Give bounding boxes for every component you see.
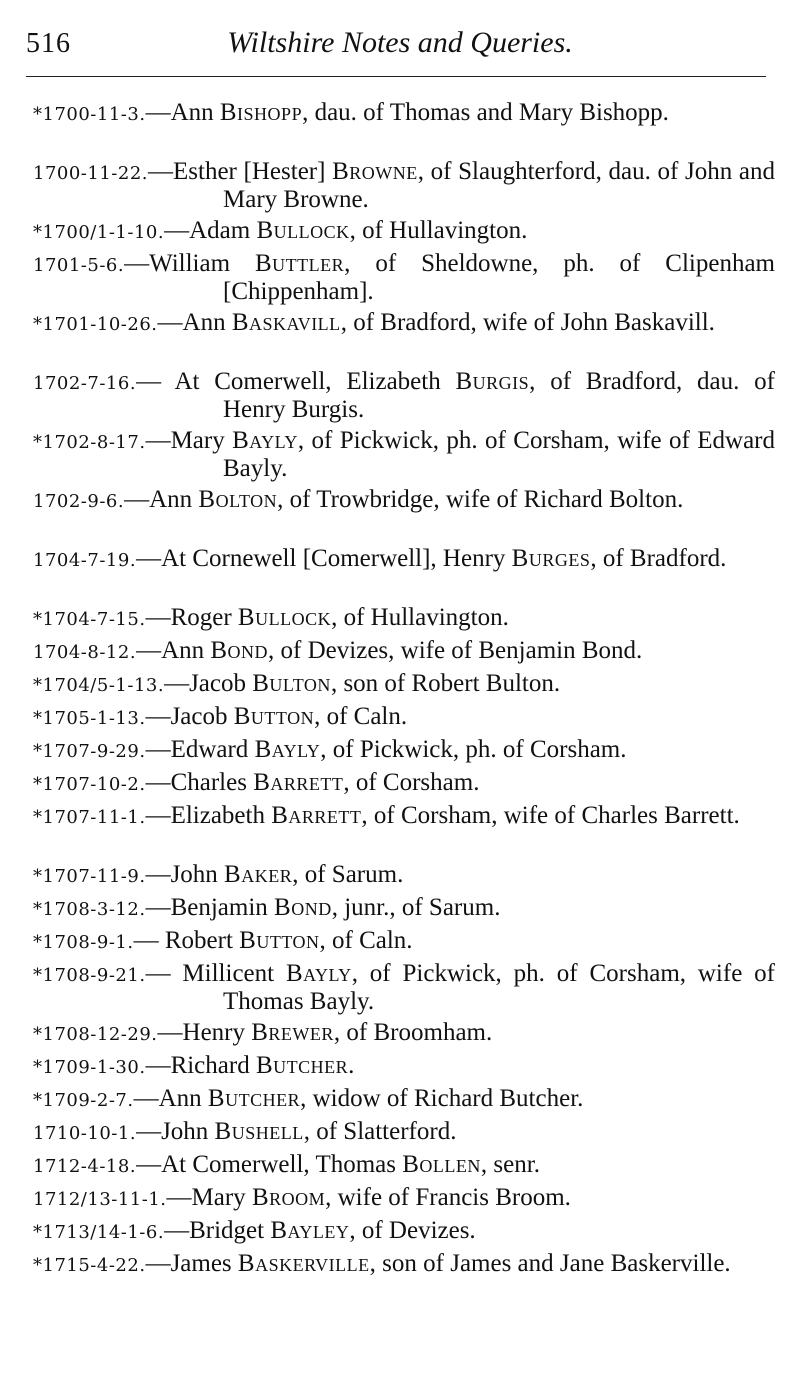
entry-surname: Buttler bbox=[254, 250, 345, 277]
entry-detail: , son of James and Jane Baskerville. bbox=[369, 1250, 731, 1277]
running-title: Wiltshire Notes and Queries. bbox=[227, 26, 573, 59]
entry-prefix: —Ann bbox=[136, 637, 211, 664]
entry-prefix: —John bbox=[145, 861, 225, 888]
entry-surname: Bulton bbox=[252, 670, 331, 697]
entry-date: *1704/5-1-13. bbox=[33, 675, 165, 696]
entry-prefix: —Roger bbox=[145, 604, 238, 631]
entry-surname: Bullock bbox=[237, 604, 332, 631]
entry bbox=[33, 704, 775, 730]
entry-date: *1708-12-29. bbox=[33, 1024, 158, 1045]
entry-prefix: —Ann bbox=[124, 486, 199, 513]
entry-date: *1701-10-26. bbox=[33, 314, 158, 335]
entry-detail: , of Devizes. bbox=[349, 1217, 476, 1244]
entry bbox=[33, 605, 775, 631]
entry-detail: , of Broomham. bbox=[333, 1019, 493, 1046]
entry bbox=[33, 251, 775, 303]
burial-entries bbox=[33, 100, 775, 1310]
entry-prefix: — Millicent bbox=[145, 960, 286, 987]
entry-detail: , of Corsham, wife of Charles Barrett. bbox=[361, 802, 740, 829]
entry bbox=[33, 803, 775, 855]
entry-detail: , junr., of Sarum. bbox=[331, 894, 501, 921]
entry-date: *1715-4-22. bbox=[33, 1255, 146, 1276]
entry-detail: , of Bradford, dau. of Henry Burgis. bbox=[223, 368, 775, 423]
entry-date: 1712/13-11-1. bbox=[33, 1189, 167, 1210]
entry-detail: , of Slaughterford, dau. of John and Mary Browne. bbox=[223, 158, 775, 213]
entry bbox=[33, 1152, 775, 1178]
entry-date: *1707-11-9. bbox=[33, 866, 146, 887]
entry bbox=[33, 159, 775, 211]
entry bbox=[33, 546, 775, 598]
entry-surname: Bollen bbox=[402, 1151, 481, 1178]
entry bbox=[33, 1053, 775, 1079]
entry-detail: , of Bradford, wife of John Baskavill. bbox=[340, 309, 715, 336]
entry-prefix: —Ann bbox=[133, 1085, 208, 1112]
page-number: 516 bbox=[26, 28, 71, 59]
entry-detail: , wife of Francis Broom. bbox=[325, 1184, 571, 1211]
entry-surname: Baskerville bbox=[237, 1250, 370, 1277]
entry-prefix: —Mary bbox=[166, 1184, 252, 1211]
entry-surname: Bushell bbox=[214, 1118, 304, 1145]
entry-date: *1707-9-29. bbox=[33, 741, 146, 762]
entry-surname: Button bbox=[233, 703, 315, 730]
entry-surname: Bayly bbox=[254, 736, 321, 763]
entry-prefix: —Henry bbox=[157, 1019, 252, 1046]
entry-date: 1710-10-1. bbox=[33, 1123, 137, 1144]
entry-surname: Bayly bbox=[285, 960, 352, 987]
entry-surname: Bishopp bbox=[219, 99, 303, 126]
entry-prefix: — Robert bbox=[133, 927, 240, 954]
entry-date: *1704-7-15. bbox=[33, 609, 146, 630]
entry bbox=[33, 369, 775, 421]
entry-prefix: —Adam bbox=[164, 217, 257, 244]
entry-date: *1700-11-3. bbox=[33, 104, 146, 125]
entry bbox=[33, 1251, 775, 1303]
entry-date: 1702-7-16. bbox=[33, 373, 137, 394]
entry-detail: , of Pickwick, ph. of Corsham, wife of Edward Bayly. bbox=[223, 427, 775, 482]
entry-prefix: —Richard bbox=[145, 1052, 256, 1079]
entry bbox=[33, 310, 775, 362]
entry-date: 1700-11-22. bbox=[33, 163, 149, 184]
entry-date: 1704-8-12. bbox=[33, 642, 137, 663]
entry-date: 1704-7-19. bbox=[33, 550, 137, 571]
entry-prefix: —Ann bbox=[145, 99, 220, 126]
entry-prefix: —At Comerwell, Thomas bbox=[136, 1151, 403, 1178]
entry bbox=[33, 928, 775, 954]
entry bbox=[33, 1185, 775, 1211]
entry-date: 1712-4-18. bbox=[33, 1156, 137, 1177]
entry-surname: Bond bbox=[274, 894, 332, 921]
entry-detail: , of Caln. bbox=[314, 703, 408, 730]
entry bbox=[33, 487, 775, 539]
entry-surname: Button bbox=[239, 927, 320, 954]
entry-prefix: —James bbox=[145, 1250, 238, 1277]
entry-prefix: —Elizabeth bbox=[145, 802, 272, 829]
entry-prefix: —Mary bbox=[145, 427, 233, 454]
entry-detail: , of Devizes, wife of Benjamin Bond. bbox=[268, 637, 643, 664]
entry-surname: Bullock bbox=[256, 217, 350, 244]
entry-date: *1707-10-2. bbox=[33, 774, 146, 795]
entry-surname: Burgis bbox=[455, 368, 530, 395]
entry-prefix: — At Comerwell, Elizabeth bbox=[136, 368, 456, 395]
entry-prefix: —John bbox=[136, 1118, 215, 1145]
entry-date: *1705-1-13. bbox=[33, 708, 146, 729]
entry-date: 1701-5-6. bbox=[33, 255, 125, 276]
entry-detail: , of Pickwick, ph. of Corsham, wife of Thomas Bayly. bbox=[223, 960, 775, 1015]
entry-detail: , of Hullavington. bbox=[331, 604, 509, 631]
entry bbox=[33, 737, 775, 763]
entry-detail: , senr. bbox=[480, 1151, 540, 1178]
entry-detail: , of Sheldowne, ph. of Clipenham [Chippenham]. bbox=[223, 250, 776, 305]
entry bbox=[33, 428, 775, 480]
entry-surname: Barrett bbox=[253, 769, 344, 796]
entry-date: *1713/14-1-6. bbox=[33, 1222, 165, 1243]
entry-detail: , of Hullavington. bbox=[349, 217, 528, 244]
entry-detail: , of Bradford. bbox=[590, 545, 727, 572]
entry-surname: Bayley bbox=[270, 1217, 350, 1244]
entry-detail: , son of Robert Bulton. bbox=[330, 670, 561, 697]
entry-prefix: —Bridget bbox=[164, 1217, 271, 1244]
entry-surname: Bolton bbox=[198, 486, 278, 513]
entry bbox=[33, 671, 775, 697]
header-rule bbox=[26, 76, 766, 77]
entry-prefix: —Esther [Hester] bbox=[148, 158, 333, 185]
entry bbox=[33, 1119, 775, 1145]
entry bbox=[33, 770, 775, 796]
entry bbox=[33, 218, 775, 244]
entry bbox=[33, 862, 775, 888]
entry-surname: Butcher bbox=[207, 1085, 301, 1112]
entry-prefix: —Ann bbox=[157, 309, 232, 336]
entry-prefix: —William bbox=[124, 250, 255, 277]
entry bbox=[33, 100, 775, 152]
entry-detail: , of Sarum. bbox=[292, 861, 404, 888]
entry-date: *1708-9-1. bbox=[33, 932, 134, 953]
entry bbox=[33, 895, 775, 921]
entry-prefix: —Charles bbox=[145, 769, 254, 796]
entry-surname: Barrett bbox=[271, 802, 362, 829]
entry-date: *1708-9-21. bbox=[33, 965, 146, 986]
entry-detail: , of Corsham. bbox=[343, 769, 480, 796]
entry-detail: , widow of Richard Butcher. bbox=[300, 1085, 584, 1112]
entry-surname: Burges bbox=[511, 545, 591, 572]
entry-date: *1707-11-1. bbox=[33, 807, 146, 828]
entry-detail: , of Slatterford. bbox=[303, 1118, 457, 1145]
entry bbox=[33, 961, 775, 1013]
entry-surname: Bayly bbox=[232, 427, 298, 454]
entry-surname: Butcher bbox=[255, 1052, 349, 1079]
entry-surname: Bond bbox=[210, 637, 269, 664]
entry-detail: , of Trowbridge, wife of Richard Bolton. bbox=[277, 486, 684, 513]
entry-surname: Broom bbox=[251, 1184, 326, 1211]
entry-detail: , of Caln. bbox=[319, 927, 413, 954]
entry-surname: Baker bbox=[224, 861, 293, 888]
entry-detail: . bbox=[348, 1052, 355, 1079]
entry-prefix: —Edward bbox=[145, 736, 255, 763]
entry-prefix: —Benjamin bbox=[145, 894, 275, 921]
entry-date: *1708-3-12. bbox=[33, 899, 146, 920]
entry-date: *1709-1-30. bbox=[33, 1057, 146, 1078]
entry-prefix: —Jacob bbox=[145, 703, 234, 730]
entry bbox=[33, 1086, 775, 1112]
entry-date: *1700/1-1-10. bbox=[33, 222, 165, 243]
entry-date: *1709-2-7. bbox=[33, 1090, 134, 1111]
entry-surname: Browne bbox=[332, 158, 418, 185]
entry-prefix: —At Cornewell [Comerwell], Henry bbox=[136, 545, 512, 572]
entry-detail: , dau. of Thomas and Mary Bishopp. bbox=[302, 99, 669, 126]
entry-detail: , of Pickwick, ph. of Corsham. bbox=[320, 736, 627, 763]
entry-date: 1702-9-6. bbox=[33, 491, 125, 512]
entry bbox=[33, 1020, 775, 1046]
entry-prefix: —Jacob bbox=[164, 670, 253, 697]
entry-date: *1702-8-17. bbox=[33, 432, 146, 453]
entry-surname: Baskavill bbox=[231, 309, 341, 336]
entry-surname: Brewer bbox=[251, 1019, 334, 1046]
entry bbox=[33, 638, 775, 664]
page-header bbox=[26, 22, 774, 72]
entry bbox=[33, 1218, 775, 1244]
